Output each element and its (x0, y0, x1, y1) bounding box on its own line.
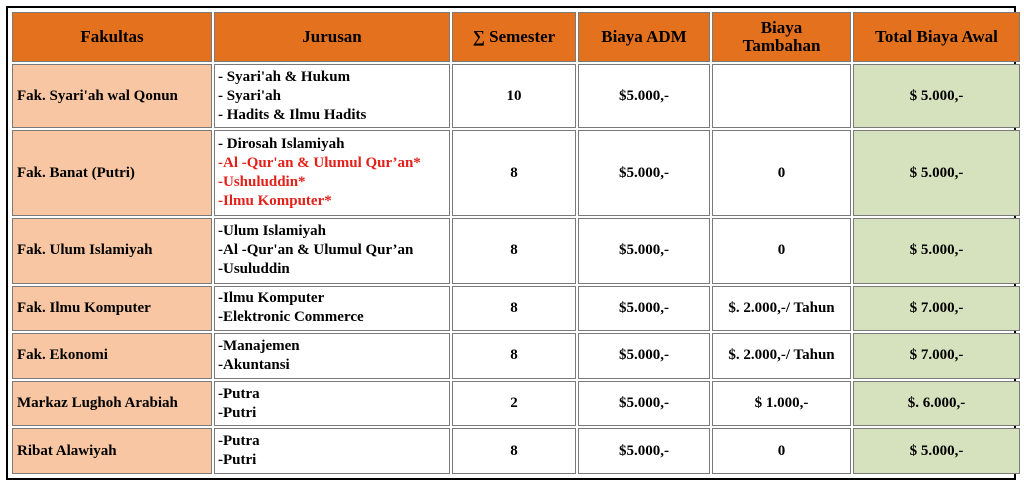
total-cell: $ 5.000,- (853, 130, 1020, 216)
biaya-adm-cell: $5.000,- (578, 286, 710, 332)
biaya-tambahan-cell (712, 64, 851, 128)
fakultas-cell: Markaz Lughoh Arabiah (12, 381, 212, 427)
jurusan-item: -Al -Qur'an & Ulumul Qur’an (218, 242, 414, 259)
total-cell: $ 7.000,- (853, 286, 1020, 332)
total-cell: $ 7.000,- (853, 333, 1020, 379)
semester-cell: 8 (452, 333, 576, 379)
header-biaya-adm: Biaya ADM (578, 12, 710, 62)
jurusan-item-highlighted: -Al -Qur'an & Ulumul Qur’an* (218, 155, 421, 172)
fakultas-cell: Fak. Ekonomi (12, 333, 212, 379)
fee-table-frame (6, 6, 1016, 480)
biaya-adm-cell: $5.000,- (578, 130, 710, 216)
biaya-tambahan-cell: $. 2.000,-/ Tahun (712, 333, 851, 379)
jurusan-item: - Hadits & Ilmu Hadits (218, 106, 367, 123)
jurusan-cell (214, 381, 450, 427)
header-biaya-tambahan (712, 12, 851, 62)
header-biaya-tambahan-line2: Tambahan (742, 36, 821, 55)
fakultas-cell: Fak. Banat (Putri) (12, 130, 212, 216)
total-cell: $ 5.000,- (853, 218, 1020, 283)
jurusan-item: - Dirosah Islamiyah (218, 136, 345, 153)
jurusan-item: -Ilmu Komputer (218, 290, 325, 307)
jurusan-item: -Putra (218, 433, 260, 450)
jurusan-cell (214, 428, 450, 474)
total-cell: $. 6.000,- (853, 381, 1020, 427)
fakultas-cell: Fak. Ilmu Komputer (12, 286, 212, 332)
table-row (12, 428, 1020, 474)
jurusan-cell (214, 286, 450, 332)
biaya-tambahan-cell: 0 (712, 428, 851, 474)
jurusan-item: -Putra (218, 385, 260, 402)
table-row (12, 64, 1020, 128)
jurusan-item: -Putri (218, 452, 257, 469)
jurusan-item: -Akuntansi (218, 356, 290, 373)
semester-cell: 8 (452, 286, 576, 332)
jurusan-item-highlighted: -Ushuluddin* (218, 174, 306, 191)
jurusan-item: -Ulum Islamiyah (218, 223, 326, 240)
fakultas-cell: Ribat Alawiyah (12, 428, 212, 474)
table-row (12, 130, 1020, 216)
biaya-tambahan-cell: 0 (712, 130, 851, 216)
semester-cell: 8 (452, 218, 576, 283)
jurusan-item-highlighted: -Ilmu Komputer* (218, 193, 332, 210)
jurusan-item: - Syari'ah (218, 87, 281, 104)
jurusan-item: -Putri (218, 404, 257, 421)
header-fakultas: Fakultas (12, 12, 212, 62)
fakultas-cell: Fak. Ulum Islamiyah (12, 218, 212, 283)
table-row (12, 218, 1020, 283)
jurusan-item: -Manajemen (218, 337, 300, 354)
total-cell: $ 5.000,- (853, 64, 1020, 128)
header-row (12, 12, 1020, 62)
fakultas-cell: Fak. Syari'ah wal Qonun (12, 64, 212, 128)
semester-cell: 8 (452, 428, 576, 474)
jurusan-item: - Syari'ah & Hukum (218, 68, 351, 85)
header-total: Total Biaya Awal (853, 12, 1020, 62)
jurusan-cell (214, 333, 450, 379)
biaya-adm-cell: $5.000,- (578, 218, 710, 283)
biaya-tambahan-cell: 0 (712, 218, 851, 283)
fee-table (10, 10, 1022, 476)
biaya-adm-cell: $5.000,- (578, 333, 710, 379)
table-row (12, 381, 1020, 427)
jurusan-cell (214, 64, 450, 128)
biaya-adm-cell: $5.000,- (578, 428, 710, 474)
header-semester: ∑ Semester (452, 12, 576, 62)
jurusan-cell (214, 218, 450, 283)
biaya-adm-cell: $5.000,- (578, 381, 710, 427)
biaya-tambahan-cell: $ 1.000,- (712, 381, 851, 427)
header-biaya-tambahan-line1: Biaya (760, 18, 803, 37)
biaya-tambahan-cell: $. 2.000,-/ Tahun (712, 286, 851, 332)
header-jurusan: Jurusan (214, 12, 450, 62)
total-cell: $ 5.000,- (853, 428, 1020, 474)
jurusan-cell (214, 130, 450, 216)
semester-cell: 10 (452, 64, 576, 128)
jurusan-item: -Elektronic Commerce (218, 309, 364, 326)
table-row (12, 333, 1020, 379)
biaya-adm-cell: $5.000,- (578, 64, 710, 128)
semester-cell: 8 (452, 130, 576, 216)
semester-cell: 2 (452, 381, 576, 427)
table-row (12, 286, 1020, 332)
jurusan-item: -Usuluddin (218, 261, 290, 278)
